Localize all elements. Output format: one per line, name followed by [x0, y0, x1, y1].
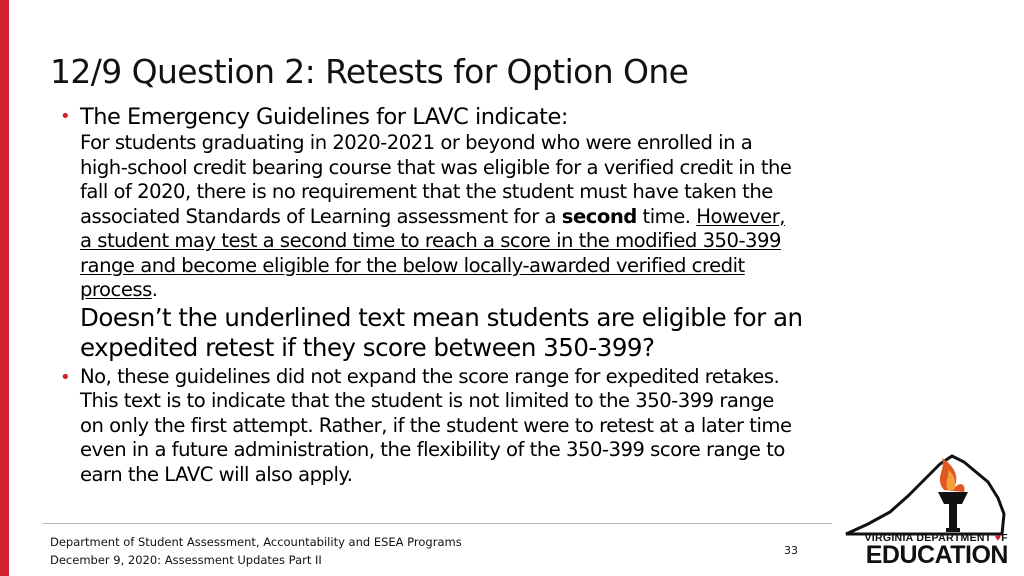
- quote-underlined-text: However,: [696, 204, 786, 228]
- bullet-dot-icon: •: [60, 366, 71, 388]
- bullet-1: [60, 104, 960, 363]
- page-number: 33: [784, 544, 798, 557]
- quote-text: associated Standards of Learning assessment for a: [80, 204, 562, 228]
- quote-line: fall of 2020, there is no requirement that the student must have taken the: [80, 180, 773, 203]
- quote-text: .: [151, 278, 158, 301]
- question-line: Doesn’t the underlined text mean students are eligible for an: [80, 302, 803, 332]
- quote-line: [80, 205, 960, 230]
- question-line: expedited retest if they score between 350-399?: [80, 332, 655, 362]
- answer-line: This text is to indicate that the student is not limited to the 350-399 range: [80, 389, 774, 412]
- logo-main-text: EDUCATION: [865, 541, 1008, 569]
- answer-line: even in a future administration, the flexibility of the 350-399 score range to: [80, 438, 785, 461]
- left-accent-bar: [0, 0, 9, 576]
- footer-divider: [42, 523, 832, 524]
- bullet-dot-icon: •: [60, 106, 71, 127]
- heart-icon: ♥: [994, 532, 1002, 544]
- bullet-2: [60, 365, 960, 488]
- quote-line: [80, 278, 960, 303]
- slide-title: 12/9 Question 2: Retests for Option One: [50, 52, 689, 91]
- quote-line: high-school credit bearing course that was eligible for a verified credit in the: [80, 155, 792, 179]
- quote-underlined-text: process: [80, 278, 152, 301]
- footer-date: December 9, 2020: Assessment Updates Part II: [50, 553, 322, 567]
- quote-text: time.: [636, 204, 697, 228]
- answer-line: No, these guidelines did not expand the score range for expedited retakes.: [80, 364, 780, 388]
- quote-bold-word: second: [561, 204, 637, 228]
- quote-underlined-line: range and become eligible for the below locally-awarded verified credit: [80, 253, 745, 277]
- answer-line: earn the LAVC will also apply.: [80, 462, 353, 486]
- answer-line: on only the first attempt. Rather, if the student were to retest at a later time: [80, 413, 792, 437]
- footer-department: Department of Student Assessment, Accountability and ESEA Programs: [50, 535, 462, 549]
- vdoe-logo: [838, 448, 1008, 570]
- guideline-quote: [80, 131, 960, 303]
- quote-underlined-line: a student may test a second time to reach a score in the modified 350-399: [80, 229, 781, 252]
- logo-top-text: VIRGINIA DEPARTMENT ♥F: [864, 532, 1008, 544]
- question-text: [80, 303, 960, 363]
- quote-line: For students graduating in 2020-2021 or beyond who were enrolled in a: [80, 131, 753, 154]
- slide-body: [60, 104, 960, 487]
- bullet-1-lead: The Emergency Guidelines for LAVC indicate:: [80, 104, 568, 130]
- virginia-state-torch-icon: [838, 448, 1008, 538]
